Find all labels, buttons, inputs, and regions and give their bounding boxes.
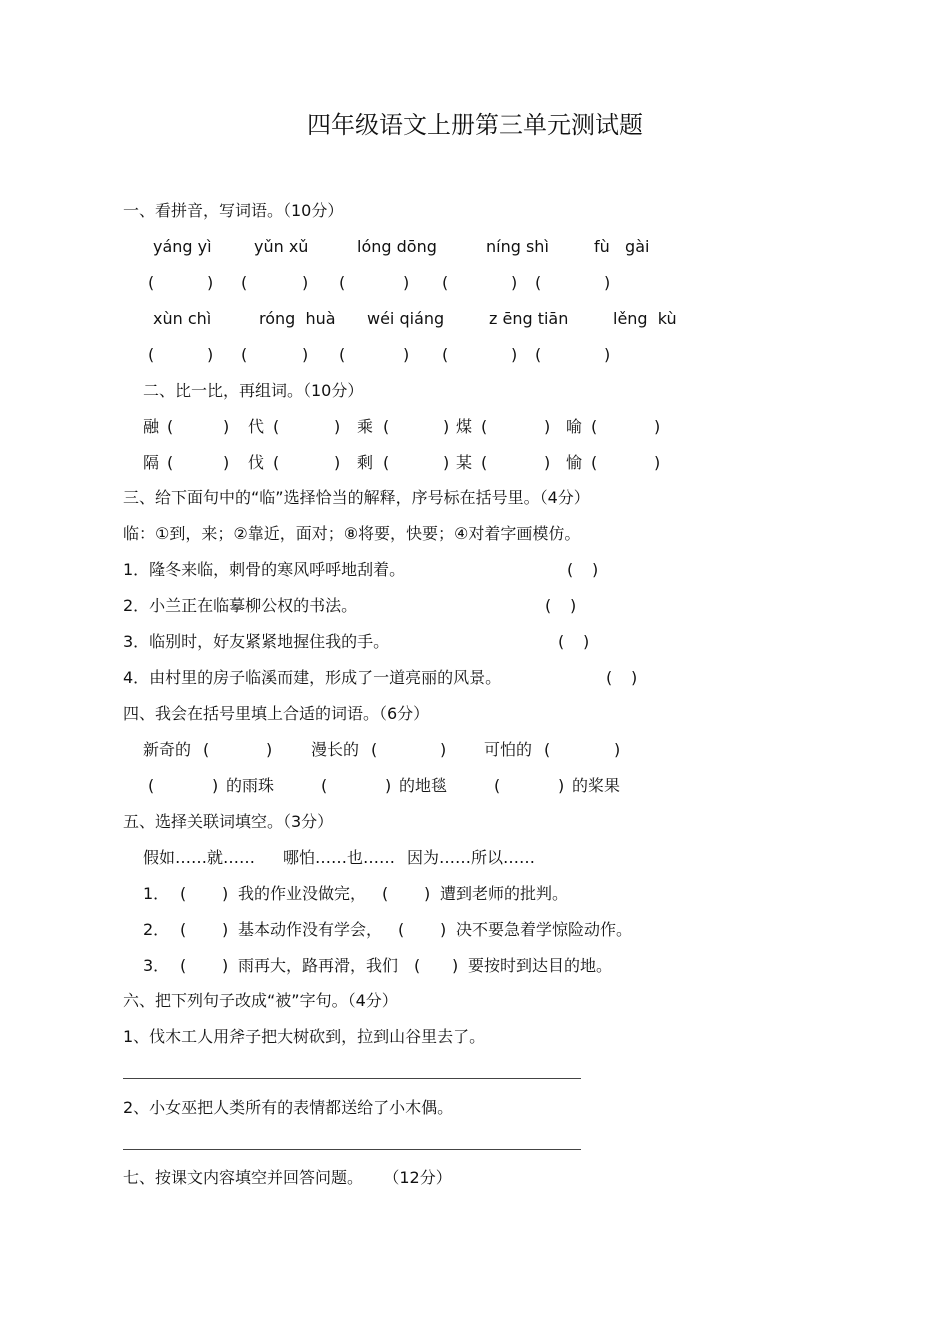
answer-blank-open: ( [339, 273, 346, 292]
meanings-line: 临：①到，来；②靠近，面对；⑧将要，快要；④对着字画模仿。 [123, 524, 581, 543]
section-7-heading: 七、按课文内容填空并回答问题。 （12分） [123, 1168, 452, 1187]
answer-blank-open: ( [167, 417, 174, 436]
answer-blank-open: ( [203, 740, 210, 759]
rewrite-item-2: 2、小女巫把人类所有的表情都送给了小木偶。 [123, 1098, 454, 1117]
item-part: ( [180, 956, 187, 975]
compare-character: 融 [143, 417, 160, 436]
conjunction-option: 因为……所以…… [407, 848, 536, 867]
answer-blank-open: ( [481, 417, 488, 436]
answer-blank-open: ( [544, 740, 551, 759]
answer-blank-open: ( [371, 740, 378, 759]
answer-blank-open: ( [273, 417, 280, 436]
section-6-heading: 六、把下列句子改成“被”字句。（4分） [123, 991, 398, 1010]
item-part: 要按时到达目的地。 [468, 956, 613, 975]
answer-blank-open: ( [606, 668, 613, 687]
phrase-label: 的桨果 [572, 776, 621, 795]
phrase-label: 的地毯 [399, 776, 448, 795]
item-part: ) [424, 884, 431, 903]
sentence-item: 1．隆冬来临，刺骨的寒风呼呼地刮着。 [123, 560, 406, 579]
answer-blank-close: ) [511, 273, 518, 292]
item-part: ) [222, 956, 229, 975]
item-part: ) [222, 920, 229, 939]
answer-blank-open: ( [567, 560, 574, 579]
section-5-heading: 五、选择关联词填空。（3分） [123, 812, 334, 831]
answer-blank-close: ) [223, 417, 230, 436]
answer-blank-close: ) [544, 453, 551, 472]
answer-blank-open: ( [442, 345, 449, 364]
answer-blank-close: ) [403, 345, 410, 364]
answer-blank-open: ( [545, 596, 552, 615]
answer-blank-close: ) [614, 740, 621, 759]
page-title: 四年级语文上册第三单元测试题 [307, 111, 643, 139]
answer-blank-close: ) [544, 417, 551, 436]
answer-blank-close: ) [604, 345, 611, 364]
answer-line-2[interactable] [123, 1149, 581, 1150]
answer-blank-close: ) [443, 417, 450, 436]
answer-blank-open: ( [591, 417, 598, 436]
item-part: ( [180, 920, 187, 939]
item-part: 我的作业没做完， [238, 884, 367, 903]
answer-blank-close: ) [570, 596, 577, 615]
answer-blank-close: ) [583, 632, 590, 651]
item-number: 2． [143, 920, 170, 939]
compare-character: 某 [456, 453, 473, 472]
conjunction-option: 假如……就…… [143, 848, 256, 867]
compare-character: 剩 [357, 453, 374, 472]
section-3-heading: 三、给下面句中的“临”选择恰当的解释，序号标在括号里。（4分） [123, 488, 590, 507]
pinyin-word: z ēng tiān [489, 309, 569, 328]
answer-blank-open: ( [591, 453, 598, 472]
section-4-heading: 四、我会在括号里填上合适的词语。（6分） [123, 704, 430, 723]
answer-blank-close: ) [654, 453, 661, 472]
item-part: 遭到老师的批判。 [440, 884, 569, 903]
rewrite-item-1: 1、伐木工人用斧子把大树砍到，拉到山谷里去了。 [123, 1027, 486, 1046]
item-part: ) [452, 956, 459, 975]
answer-blank-close: ) [631, 668, 638, 687]
sentence-item: 2．小兰正在临摹柳公权的书法。 [123, 596, 358, 615]
answer-blank-close: ) [207, 345, 214, 364]
item-part: 基本动作没有学会， [238, 920, 383, 939]
pinyin-word: wéi qiáng [367, 309, 445, 328]
answer-blank-open: ( [558, 632, 565, 651]
answer-blank-close: ) [440, 740, 447, 759]
conjunction-option: 哪怕……也…… [283, 848, 396, 867]
pinyin-word: róng huà [259, 309, 336, 328]
answer-blank-open: ( [148, 345, 155, 364]
answer-blank-close: ) [558, 776, 565, 795]
item-part: ( [398, 920, 405, 939]
phrase-label: 新奇的 [143, 740, 192, 759]
answer-blank-open: ( [321, 776, 328, 795]
answer-blank-close: ) [266, 740, 273, 759]
compare-character: 伐 [248, 453, 265, 472]
item-part: 雨再大，路再滑，我们 [238, 956, 399, 975]
answer-blank-close: ) [334, 417, 341, 436]
answer-blank-open: ( [481, 453, 488, 472]
answer-blank-open: ( [148, 273, 155, 292]
phrase-label: 可怕的 [484, 740, 533, 759]
answer-blank-close: ) [592, 560, 599, 579]
compare-character: 隔 [143, 453, 160, 472]
answer-blank-open: ( [167, 453, 174, 472]
sentence-item: 3．临别时，好友紧紧地握住我的手。 [123, 632, 390, 651]
answer-blank-open: ( [339, 345, 346, 364]
sentence-item: 4．由村里的房子临溪而建，形成了一道亮丽的风景。 [123, 668, 502, 687]
answer-blank-open: ( [241, 345, 248, 364]
phrase-label: 漫长的 [311, 740, 360, 759]
item-part: 决不要急着学惊险动作。 [456, 920, 633, 939]
pinyin-word: xùn chì [153, 309, 212, 328]
section-1-heading: 一、看拼音，写词语。（10分） [123, 201, 344, 220]
pinyin-word: lóng dōng [357, 237, 437, 256]
item-part: ) [222, 884, 229, 903]
pinyin-word: yǔn xǔ [254, 237, 309, 256]
answer-blank-open: ( [383, 453, 390, 472]
answer-blank-close: ) [511, 345, 518, 364]
section-2-heading: 二、比一比，再组词。（10分） [143, 381, 364, 400]
answer-blank-open: ( [442, 273, 449, 292]
pinyin-word: fù gài [594, 237, 650, 256]
compare-character: 喻 [566, 417, 583, 436]
pinyin-word: yáng yì [153, 237, 212, 256]
item-part: ( [180, 884, 187, 903]
answer-blank-close: ) [385, 776, 392, 795]
item-part: ) [440, 920, 447, 939]
item-number: 1． [143, 884, 170, 903]
answer-blank-close: ) [443, 453, 450, 472]
answer-blank-close: ) [302, 345, 309, 364]
answer-blank-open: ( [148, 776, 155, 795]
item-number: 3． [143, 956, 170, 975]
compare-character: 乘 [357, 417, 374, 436]
answer-blank-open: ( [383, 417, 390, 436]
answer-blank-close: ) [223, 453, 230, 472]
answer-line-1[interactable] [123, 1078, 581, 1079]
answer-blank-open: ( [535, 345, 542, 364]
answer-blank-close: ) [207, 273, 214, 292]
phrase-label: 的雨珠 [226, 776, 275, 795]
compare-character: 愉 [566, 453, 583, 472]
pinyin-word: lěng kù [613, 309, 677, 328]
answer-blank-close: ) [604, 273, 611, 292]
answer-blank-close: ) [302, 273, 309, 292]
compare-character: 代 [248, 417, 265, 436]
pinyin-word: níng shì [486, 237, 549, 256]
answer-blank-close: ) [334, 453, 341, 472]
answer-blank-open: ( [494, 776, 501, 795]
answer-blank-close: ) [654, 417, 661, 436]
answer-blank-open: ( [535, 273, 542, 292]
compare-character: 煤 [456, 417, 473, 436]
answer-blank-close: ) [212, 776, 219, 795]
answer-blank-open: ( [241, 273, 248, 292]
answer-blank-open: ( [273, 453, 280, 472]
item-part: ( [382, 884, 389, 903]
item-part: ( [414, 956, 421, 975]
answer-blank-close: ) [403, 273, 410, 292]
